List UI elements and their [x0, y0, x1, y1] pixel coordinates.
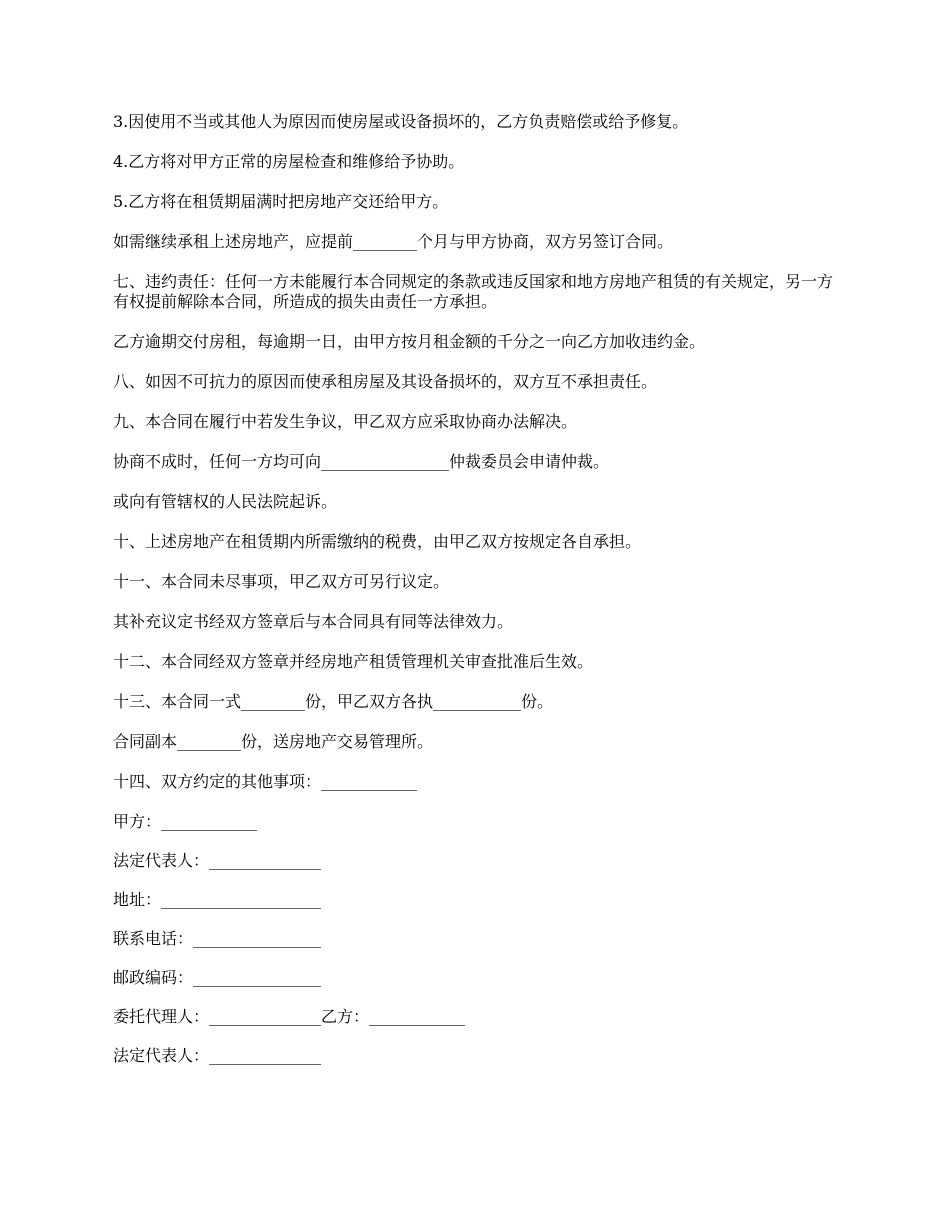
- article-9-disputes: 九、本合同在履行中若发生争议，甲乙双方应采取协商办法解决。: [113, 412, 578, 431]
- arbitration-clause: 协商不成时，任何一方均可向________________仲裁委员会申请仲裁。: [113, 452, 610, 471]
- address-line: 地址：____________________: [113, 890, 322, 909]
- article-10-taxes: 十、上述房地产在租赁期内所需缴纳的税费，由甲乙双方按规定各自承担。: [113, 532, 642, 551]
- agent-and-party-b-line: 委托代理人：______________乙方：____________: [113, 1007, 466, 1026]
- party-a-line: 甲方：____________: [113, 812, 258, 831]
- postcode-line: 邮政编码：________________: [113, 968, 322, 987]
- copy-distribution: 合同副本________份，送房地产交易管理所。: [113, 732, 434, 751]
- article-13-copies: 十三、本合同一式________份，甲乙双方各执___________份。: [113, 692, 554, 711]
- article-11-other-matters: 十一、本合同未尽事项，甲乙双方可另行议定。: [113, 572, 450, 591]
- clause-3-damage-repair: 3.因使用不当或其他人为原因而使房屋或设备损坏的，乙方负责赔偿或给予修复。: [113, 112, 689, 131]
- article-12-effectiveness: 十二、本合同经双方签章并经房地产租赁管理机关审查批准后生效。: [113, 652, 594, 671]
- court-clause: 或向有管辖权的人民法院起诉。: [113, 492, 338, 511]
- late-rent-penalty: 乙方逾期交付房租，每逾期一日，由甲方按月租金额的千分之一向乙方加收违约金。: [113, 332, 706, 351]
- phone-line: 联系电话：________________: [113, 929, 322, 948]
- contract-document: [113, 112, 843, 1085]
- article-8-force-majeure: 八、如因不可抗力的原因而使承租房屋及其设备损坏的，双方互不承担责任。: [113, 372, 658, 391]
- clause-5-return-property: 5.乙方将在租赁期届满时把房地产交还给甲方。: [113, 192, 449, 211]
- clause-4-inspection-assist: 4.乙方将对甲方正常的房屋检查和维修给予协助。: [113, 152, 465, 171]
- legal-representative-line: 法定代表人：______________: [113, 851, 322, 870]
- renewal-notice: 如需继续承租上述房地产，应提前________个月与甲方协商，双方另签订合同。: [113, 232, 674, 251]
- party-b-legal-representative-line: 法定代表人：______________: [113, 1046, 322, 1065]
- article-14-other-agreed-items: 十四、双方约定的其他事项：____________: [113, 772, 418, 791]
- article-7-breach-liability: 七、违约责任：任何一方未能履行本合同规定的条款或违反国家和地方房地产租赁的有关规定，另一方有权提前解除本合同，所造成的损失由责任一方承担。: [113, 272, 834, 311]
- supplementary-agreement: 其补充议定书经双方签章后与本合同具有同等法律效力。: [113, 612, 514, 631]
